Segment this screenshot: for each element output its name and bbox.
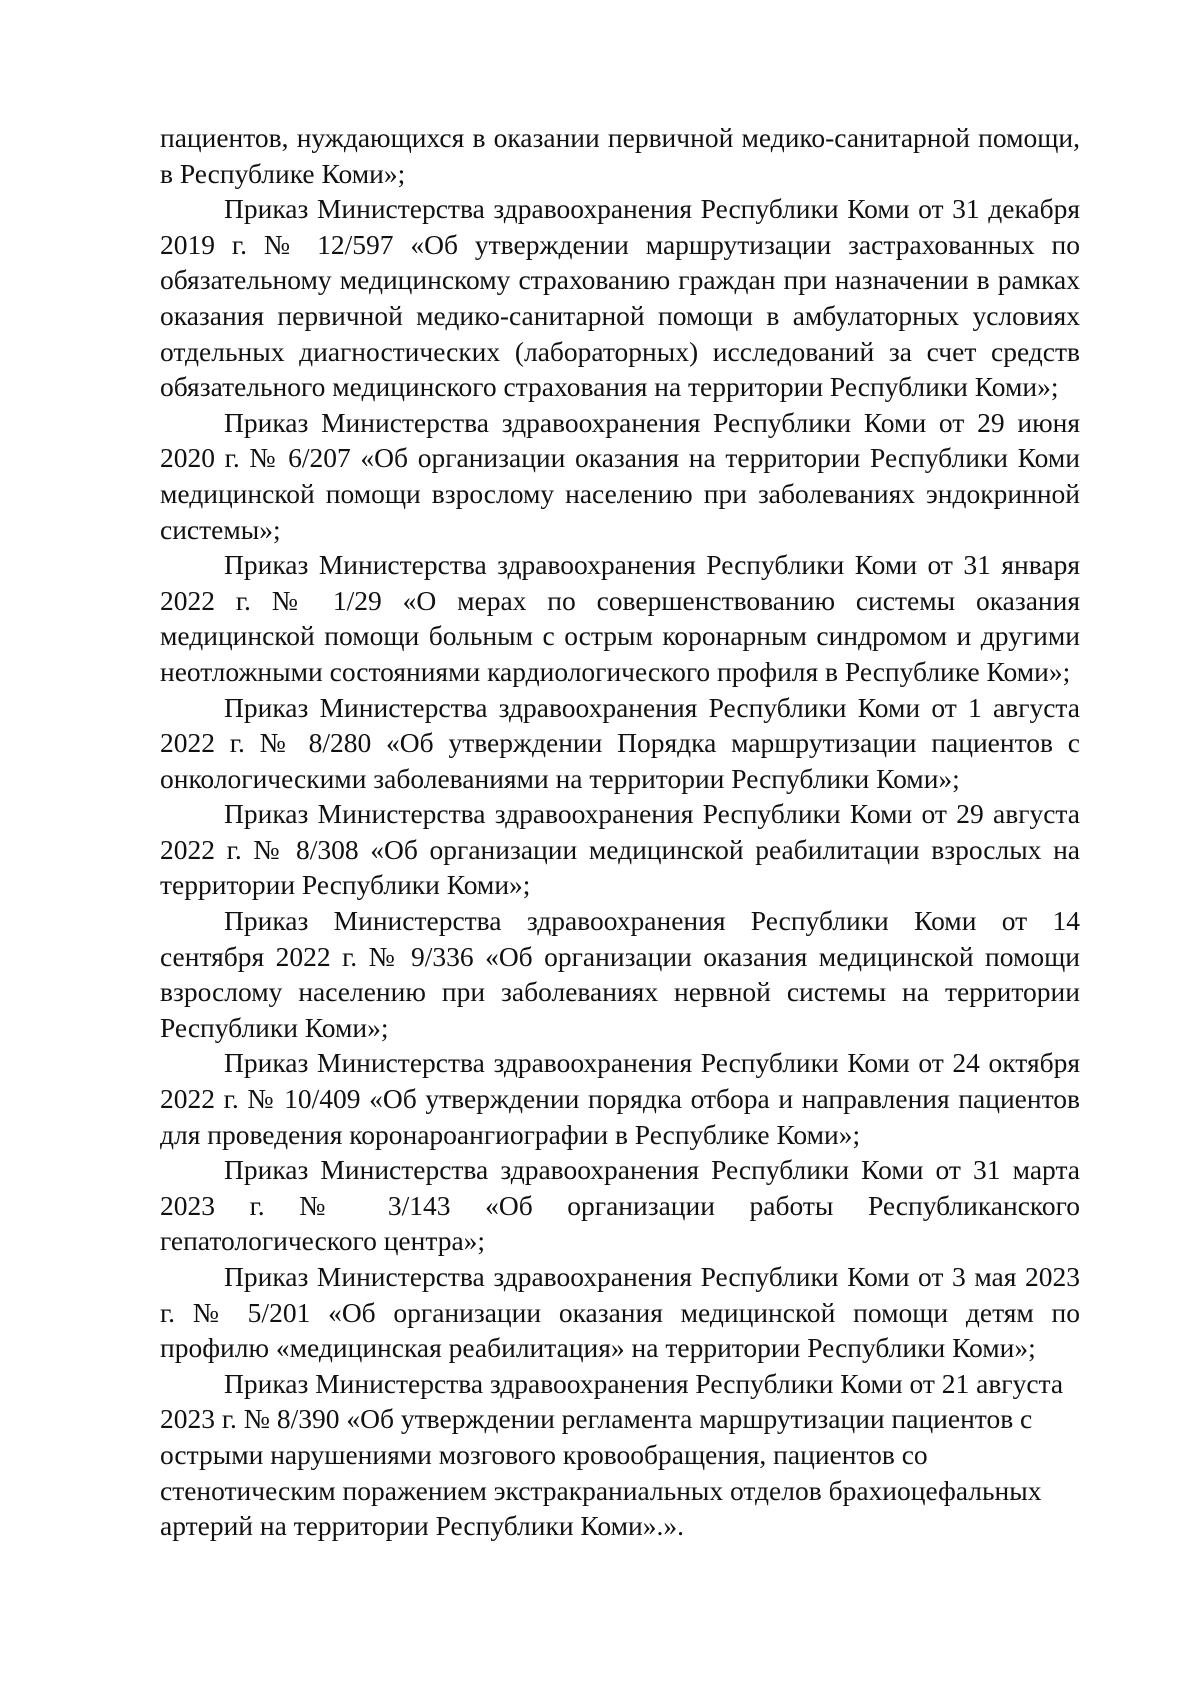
paragraph-order-12-597: Приказ Министерства здравоохранения Республики Коми от 31 декабря 2019 г. № 12/597 «Об утверждении маршрутизации застрахованных по обязательному медицинскому страхованию граждан при назначении в рамках оказания первичной медико-санитарной помощи в амбулаторных условиях отдельных диагностических (лабораторных) исследований за счет средств обязательного медицинского страхования на территории Республики Коми»; (160, 193, 1080, 403)
paragraph-continuation: пациентов, нуждающихся в оказании первичной медико-санитарной помощи, в Республике Коми»; (160, 122, 1080, 189)
paragraph-order-8-390: Приказ Министерства здравоохранения Республики Коми от 21 августа 2023 г. № 8/390 «Об утверждении регламента маршрутизации пациентов с острыми нарушениями мозгового кровообращения, пациентов со стенотическим поражением экстракраниальных отделов брахиоцефальных артерий на территории Республики Коми».». (160, 1367, 1064, 1542)
paragraph-order-5-201: Приказ Министерства здравоохранения Республики Коми от 3 мая 2023 г. № 5/201 «Об организации оказания медицинской помощи детям по профилю «медицинская реабилитация» на территории Республики Коми»; (160, 1261, 1080, 1364)
paragraph-order-3-143: Приказ Министерства здравоохранения Республики Коми от 31 марта 2023 г. № 3/143 «Об организации работы Республиканского гепатологического центра»; (160, 1154, 1080, 1257)
paragraph-order-8-308: Приказ Министерства здравоохранения Республики Коми от 29 августа 2022 г. № 8/308 «Об организации медицинской реабилитации взрослых на территории Республики Коми»; (160, 798, 1080, 901)
paragraph-order-9-336: Приказ Министерства здравоохранения Республики Коми от 14 сентября 2022 г. № 9/336 «Об организации оказания медицинской помощи взрослому населению при заболеваниях нервной системы на территории Республики Коми»; (160, 905, 1080, 1043)
paragraph-order-6-207: Приказ Министерства здравоохранения Республики Коми от 29 июня 2020 г. № 6/207 «Об организации оказания на территории Республики Коми медицинской помощи взрослому населению при заболеваниях эндокринной системы»; (160, 406, 1080, 545)
paragraph-order-10-409: Приказ Министерства здравоохранения Республики Коми от 24 октября 2022 г. № 10/409 «Об утверждении порядка отбора и направления пациентов для проведения коронароангиографии в Республике Коми»; (160, 1047, 1080, 1150)
paragraph-order-8-280: Приказ Министерства здравоохранения Республики Коми от 1 августа 2022 г. № 8/280 «Об утверждении Порядка маршрутизации пациентов с онкологическими заболеваниями на территории Республики Коми»; (160, 691, 1080, 794)
document-body (160, 120, 1080, 1544)
paragraph-order-1-29: Приказ Министерства здравоохранения Республики Коми от 31 января 2022 г. № 1/29 «О мерах по совершенствованию системы оказания медицинской помощи больным с острым коронарным синдромом и другими неотложными состояниями кардиологического профиля в Республике Коми»; (160, 549, 1080, 687)
